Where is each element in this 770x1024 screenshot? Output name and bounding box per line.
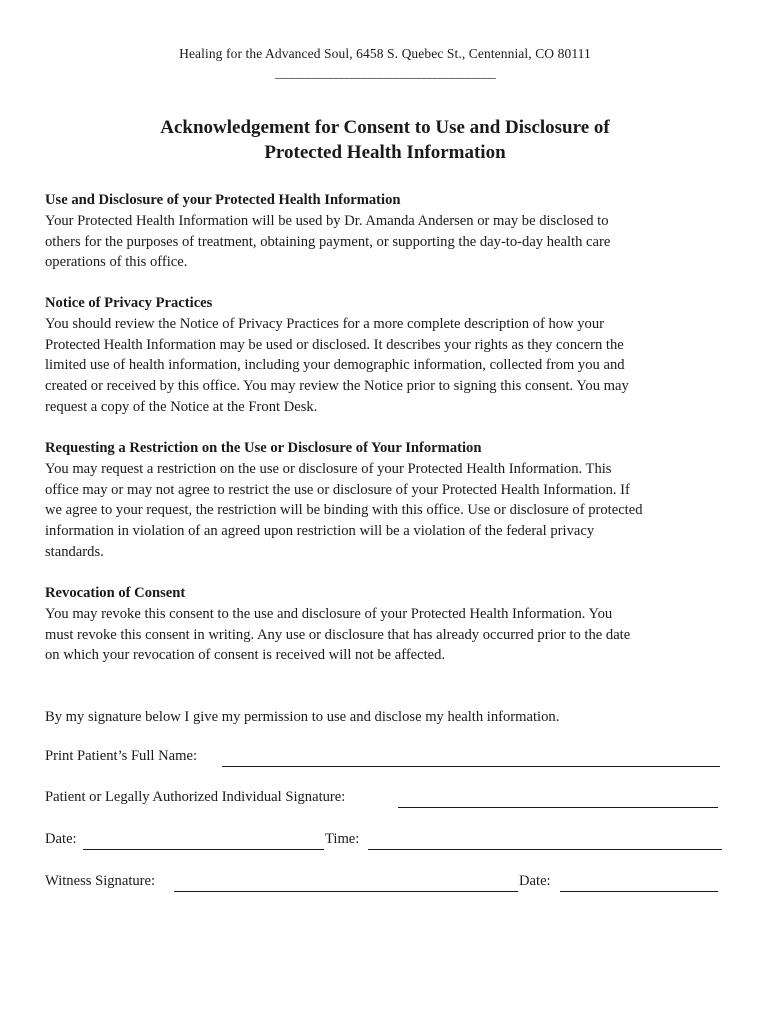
section-revocation [45,583,735,666]
section-heading: Notice of Privacy Practices [45,295,213,311]
witness-signature-label: Witness Signature: [45,873,156,889]
signature-field[interactable] [398,793,718,808]
title-line-1: Acknowledgement for Consent to Use and Disclosure of [160,117,610,138]
section-line: limited use of health information, including your demographic information, collected from you and [45,357,625,374]
section-line: on which your revocation of consent is received will not be affected. [45,647,446,664]
witness-date-field[interactable] [560,877,718,892]
witness-signature-field[interactable] [174,877,518,892]
section-use-and-disclosure [45,190,735,273]
practice-address: Healing for the Advanced Soul, 6458 S. Quebec St., Centennial, CO 80111 [179,46,591,61]
section-requesting-restriction [45,438,735,563]
section-line: we agree to your request, the restriction will be binding with this office. Use or disclosure of protected [45,502,643,519]
section-heading: Requesting a Restriction on the Use or Disclosure of Your Information [45,440,482,456]
document-title [0,115,770,165]
section-line: Your Protected Health Information will be used by Dr. Amanda Andersen or may be disclosed to [45,212,609,229]
section-line: You may request a restriction on the use or disclosure of your Protected Health Information. This [45,460,612,477]
patient-name-field[interactable] [222,752,720,767]
date-label: Date: [45,831,77,847]
section-line: office may or may not agree to restrict the use or disclosure of your Protected Health Information. If [45,481,630,498]
section-heading: Use and Disclosure of your Protected Health Information [45,192,401,208]
section-line: You should review the Notice of Privacy Practices for a more complete description of how your [45,315,605,332]
time-label: Time: [325,831,360,847]
title-line-2: Protected Health Information [264,142,506,163]
section-line: created or received by this office. You may review the Notice prior to signing this consent. You may [45,378,629,395]
time-field[interactable] [368,835,722,850]
section-notice-of-privacy [45,293,735,418]
section-line: operations of this office. [45,254,188,271]
header-divider: ________________________________________ [275,66,495,80]
section-line: information in violation of an agreed upon restriction will be a violation of the federal privacy [45,523,595,540]
section-line: Protected Health Information may be used or disclosed. It describes your rights as they concern the [45,336,624,353]
witness-date-label: Date: [519,873,551,889]
date-field[interactable] [83,835,324,850]
section-line: You may revoke this consent to the use and disclosure of your Protected Health Information. You [45,605,613,622]
section-heading: Revocation of Consent [45,585,186,601]
section-line: standards. [45,543,104,560]
patient-name-label: Print Patient’s Full Name: [45,748,198,764]
section-line: others for the purposes of treatment, obtaining payment, or supporting the day-to-day health care [45,233,611,250]
section-line: request a copy of the Notice at the Front Desk. [45,398,318,415]
consent-statement: By my signature below I give my permission to use and disclose my health information. [45,709,560,725]
signature-label: Patient or Legally Authorized Individual Signature: [45,789,346,805]
section-line: must revoke this consent in writing. Any use or disclosure that has already occurred prior to the date [45,626,631,643]
